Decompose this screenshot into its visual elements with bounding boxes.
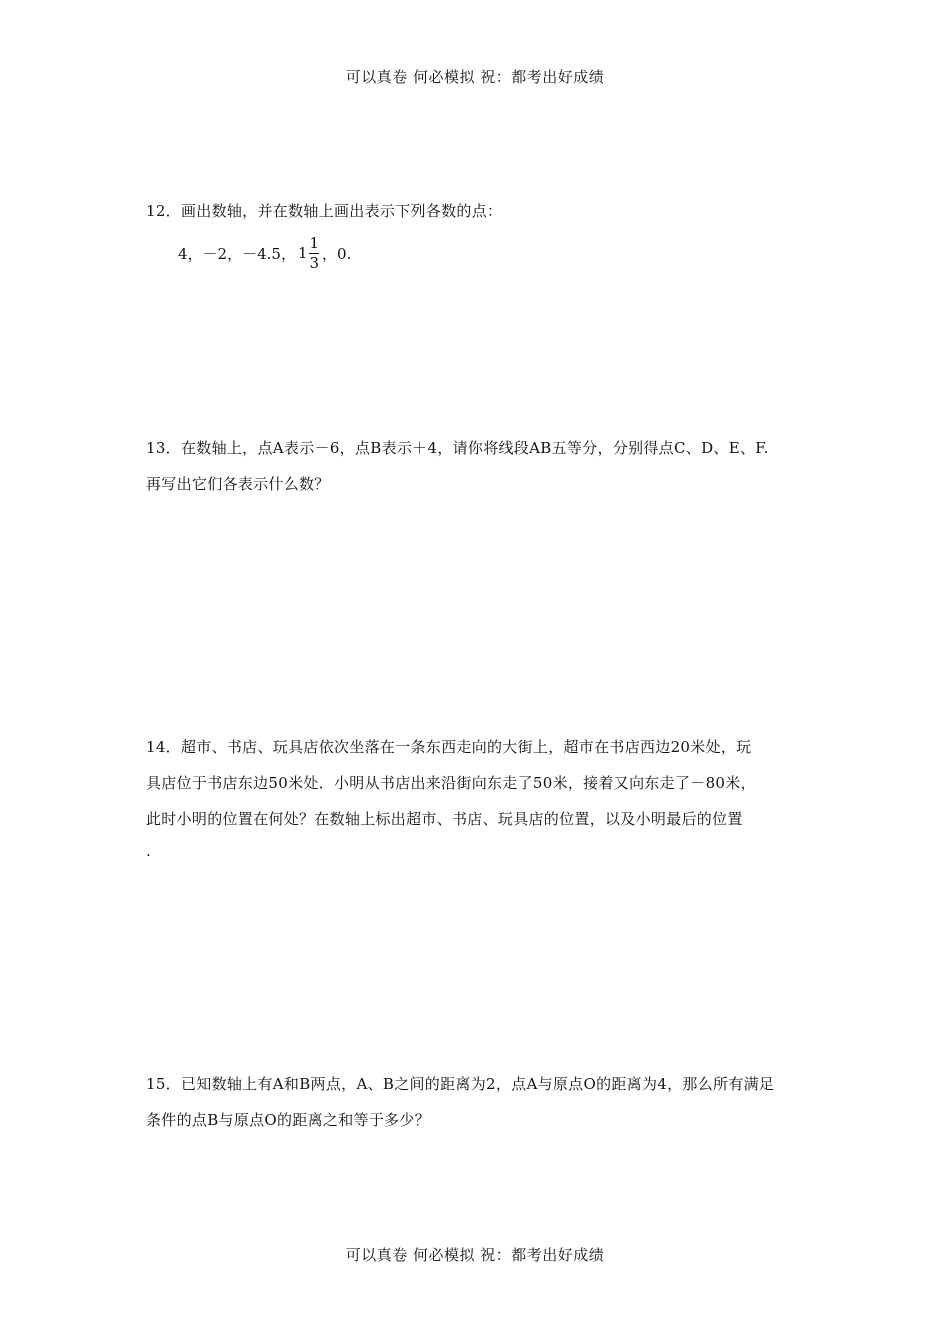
- q12-numbers-after: ，0.: [322, 244, 352, 263]
- q12-fraction-numerator: 1: [309, 233, 320, 252]
- q15-line-1: 15．已知数轴上有A和B两点，A、B之间的距离为2，点A与原点O的距离为4，那么所有满足: [146, 1075, 775, 1093]
- q14-line-4: .: [146, 842, 152, 860]
- q12-mixed-whole: 1: [297, 244, 308, 262]
- page-footer: 可以真卷 何必模拟 祝：都考出好成绩: [345, 1246, 605, 1264]
- q15-line-2: 条件的点B与原点O的距离之和等于多少？: [146, 1111, 431, 1129]
- q13-line-1: 13．在数轴上，点A表示－6，点B表示＋4，请你将线段AB五等分，分别得点C、D、E、F.: [146, 439, 769, 457]
- q12-number-list: [178, 230, 351, 276]
- q12-fraction-denominator: 3: [309, 253, 320, 272]
- q14-line-1: 14．超市、书店、玩具店依次坐落在一条东西走向的大街上，超市在书店西边20米处，玩: [146, 738, 752, 756]
- q14-line-3: 此时小明的位置在何处？在数轴上标出超市、书店、玩具店的位置，以及小明最后的位置: [146, 810, 743, 828]
- page-header: 可以真卷 何必模拟 祝：都考出好成绩: [345, 68, 605, 86]
- q12-stem: 12．画出数轴，并在数轴上画出表示下列各数的点：: [146, 202, 503, 220]
- q12-mixed-number: [297, 233, 320, 272]
- q12-numbers-before: 4，－2，－4.5，: [178, 244, 296, 263]
- q13-line-2: 再写出它们各表示什么数？: [146, 475, 330, 493]
- q12-fraction: [309, 233, 321, 272]
- q14-line-2: 具店位于书店东边50米处．小明从书店出来沿街向东走了50米，接着又向东走了－80米，: [146, 774, 756, 792]
